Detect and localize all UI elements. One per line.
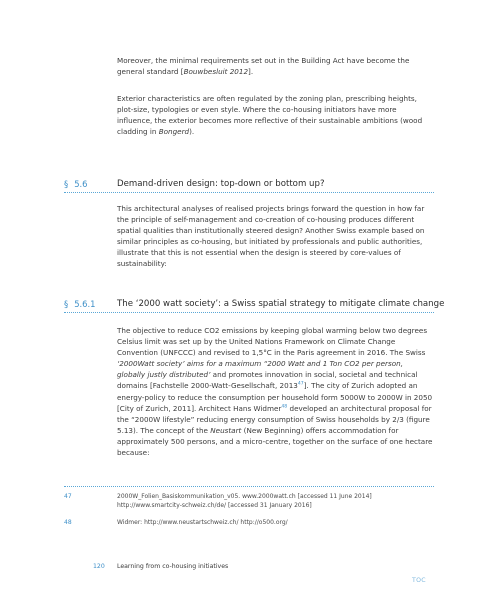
running-footer-title: Learning from co-housing initiatives [117, 563, 229, 570]
section-symbol: § [64, 179, 69, 189]
section-number [64, 178, 88, 190]
section-symbol: § [64, 299, 69, 309]
citation-italic: Bouwbesluit 2012 [183, 67, 249, 77]
subsection-heading-5-6-1 [64, 298, 445, 313]
section-heading-5-6 [64, 178, 434, 193]
footnote-number: 48 [64, 519, 72, 526]
paragraph-text: ]. The city of Zurich adopted an energy-policy to reduce the consumption per household form 5000W to 2000W in 2050 [City of Zurich, 2011]. Architect Hans Widmer [117, 381, 433, 413]
page-number: 120 [93, 563, 105, 570]
paragraph-text: and promotes innovation in social, societal and technical domains [Fachstelle 2000-Watt-Gesellschaft, 2013 [117, 370, 418, 391]
subsection-title: The ‘2000 watt society’: a Swiss spatial strategy to mitigate climate change [117, 299, 445, 309]
paragraph-building-act [117, 55, 433, 77]
paragraph-2000-watt [117, 325, 433, 458]
toc-link[interactable]: TOC [412, 577, 426, 584]
footnote-number: 47 [64, 493, 72, 500]
project-name-italic: Bongerd [158, 127, 190, 137]
footnote-ref-48[interactable]: 48 [281, 404, 288, 410]
paragraph-text: ). [189, 127, 195, 137]
paragraph-text: ]. [248, 67, 254, 77]
project-name-italic: Neustart [210, 425, 242, 435]
subsection-number [64, 298, 96, 310]
paragraph-analysis: This architectural analyses of realised projects brings forward the question in how far the principle of self-management and co-creation of co-housing produces different spatial qualities than institutionally steered design? Another Swiss example based on similar principles as co-housing, but initiated by professionals and public authorities, illustrate that this is not essential when the design is steered by core-values of sustainability: [117, 204, 425, 269]
paragraph-text: developed an architectural proposal for the “2000W lifestyle” reducing energy consumption of Swiss households by 2/3 (figure 5.13). The concept of the [117, 403, 432, 435]
section-number-value: 5.6 [74, 179, 88, 189]
footnote-divider [64, 486, 434, 487]
paragraph-text: The objective to reduce CO2 emissions by keeping global warming below two degrees Celsius limit was set up by the United Nations Framework on Climate Change Convention (UNFCCC) and revised to 1,5°C in the Paris agreement in 2016. The Swiss [117, 326, 428, 358]
section-title: Demand-driven design: top-down or bottom up? [117, 179, 325, 189]
paragraph-text: Moreover, the minimal requirements set out in the Building Act have become the general standard [ [117, 56, 410, 77]
paragraph-text: Exterior characteristics are often regulated by the zoning plan, prescribing heights, plot-size, typologies or even style. Where the co-housing initiators have more influence, the exterior becomes more reflective of their sustainable ambitions (wood cladding in [117, 94, 423, 137]
quote-italic: ‘2000Watt society’ aims for a maximum “2000 Watt and 1 Ton CO2 per person, globally justly distributed’ [117, 359, 403, 380]
footnote-text: Widmer: http://www.neustartschweiz.ch/ http://o500.org/ [117, 519, 288, 526]
subsection-number-value: 5.6.1 [74, 299, 96, 309]
paragraph-text: (New Beginning) offers accommodation for approximately 500 persons, and a micro-centre, together on the surface of one hectare because: [117, 425, 433, 458]
footnote-text: 2000W_Folien_Basiskommunikation_v05. www.2000watt.ch [accessed 11 June 2014] http://www.smartcity-schweiz.ch/de/ [accessed 31 January 2016] [117, 493, 372, 510]
footnote-ref-47[interactable]: 47 [297, 382, 304, 388]
paragraph-exterior [117, 93, 433, 137]
